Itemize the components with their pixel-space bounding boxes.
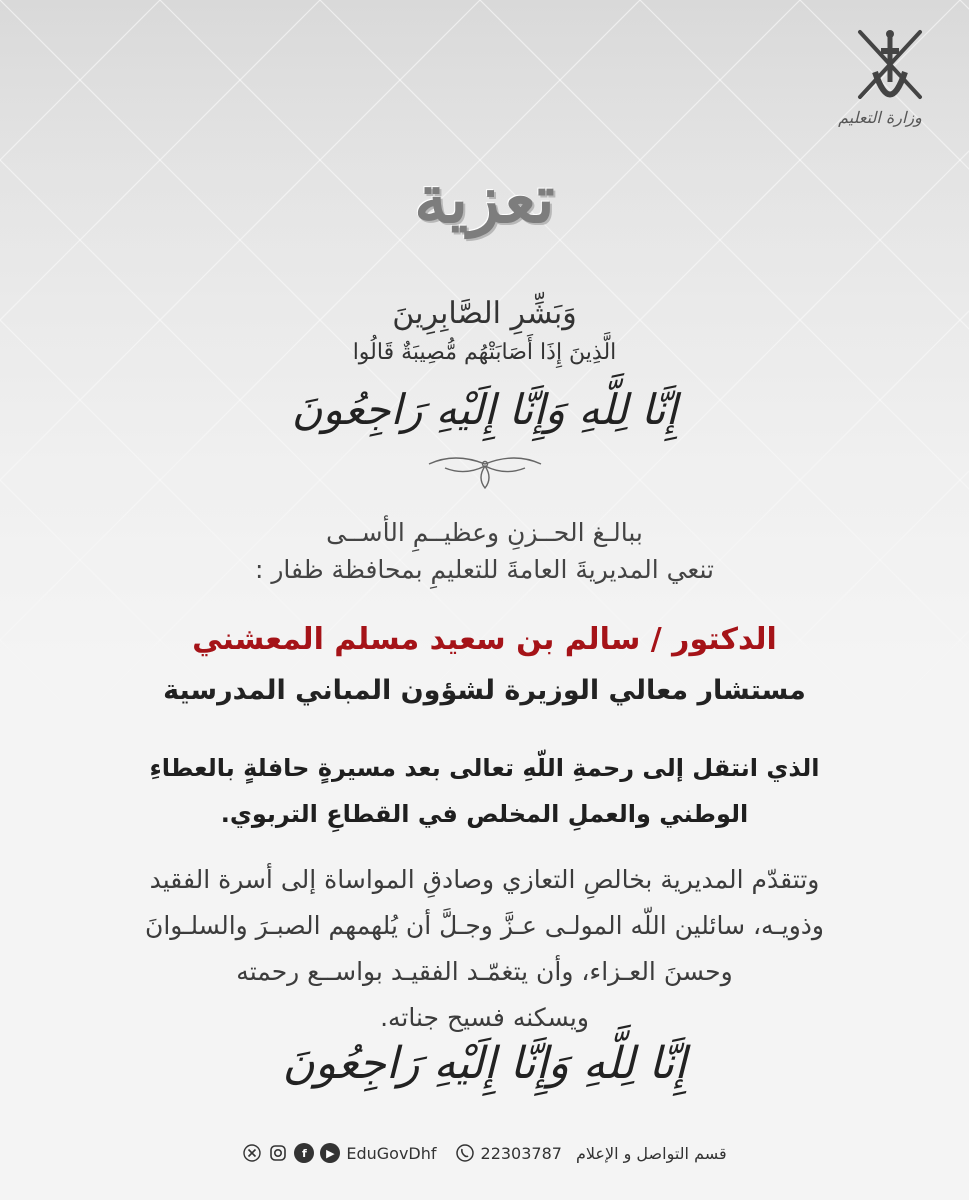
paragraph-1-line: الوطني والعملِ المخلص في القطاعِ التربوي.: [220, 800, 749, 828]
youtube-icon[interactable]: ▶: [320, 1143, 340, 1163]
deceased-name: الدكتور / سالم بن سعيد مسلم المعشني: [192, 622, 777, 657]
paragraph-2: [40, 857, 929, 1041]
social-handle[interactable]: EduGovDhf: [346, 1143, 437, 1163]
verse-line-1: وَبَشِّرِ الصَّابِرِينَ: [392, 296, 577, 331]
ornament-divider-icon: [425, 450, 545, 494]
verse-line-2: الَّذِينَ إِذَا أَصَابَتْهُم مُّصِيبَةٌ قَالُوا: [352, 340, 617, 365]
phone-icon: [455, 1143, 475, 1163]
ministry-name: وزارة التعليم: [838, 108, 922, 127]
paragraph-1-line: الذي انتقل إلى رحمةِ اللّهِ تعالى بعد مسيرةٍ حافلةٍ بالعطاءِ: [149, 754, 820, 782]
x-icon[interactable]: [242, 1143, 262, 1163]
facebook-icon[interactable]: f: [294, 1143, 314, 1163]
paragraph-2-line: وذويـه، سائلين اللّه المولـى عـزَّ وجـلَّ أن يُلهمهم الصبـرَ والسلـوانَ: [144, 911, 825, 940]
page-title: تعزية: [414, 160, 555, 238]
department-label: قسم التواصل و الإعلام: [575, 1143, 727, 1163]
closing-verse: إِنَّا لِلَّهِ وَإِنَّا إِلَيْهِ رَاجِعُونَ: [282, 1038, 687, 1089]
opening-line-1: ببالـغ الحــزنِ وعظيــمِ الأســى: [326, 518, 643, 547]
verse-line-3: إِنَّا لِلَّهِ وَإِنَّا إِلَيْهِ رَاجِعُونَ: [291, 385, 678, 434]
paragraph-2-line: وتتقدّم المديرية بخالصِ التعازي وصادقِ المواساة إلى أسرة الفقيد: [149, 865, 820, 894]
instagram-icon[interactable]: [268, 1143, 288, 1163]
paragraph-2-line: وحسنَ العـزاء، وأن يتغمّـد الفقيـد بواســع رحمته: [236, 957, 733, 986]
footer: [0, 1138, 969, 1168]
paragraph-1: [0, 745, 969, 837]
phone-number: 22303787: [480, 1143, 562, 1163]
opening-line-2: تنعي المديريةَ العامةَ للتعليمِ بمحافظة ظفار :: [254, 555, 714, 584]
paragraph-2-line: ويسكنه فسيح جناته.: [380, 1003, 589, 1032]
deceased-position: مستشار معالي الوزيرة لشؤون المباني المدرسية: [163, 675, 806, 706]
